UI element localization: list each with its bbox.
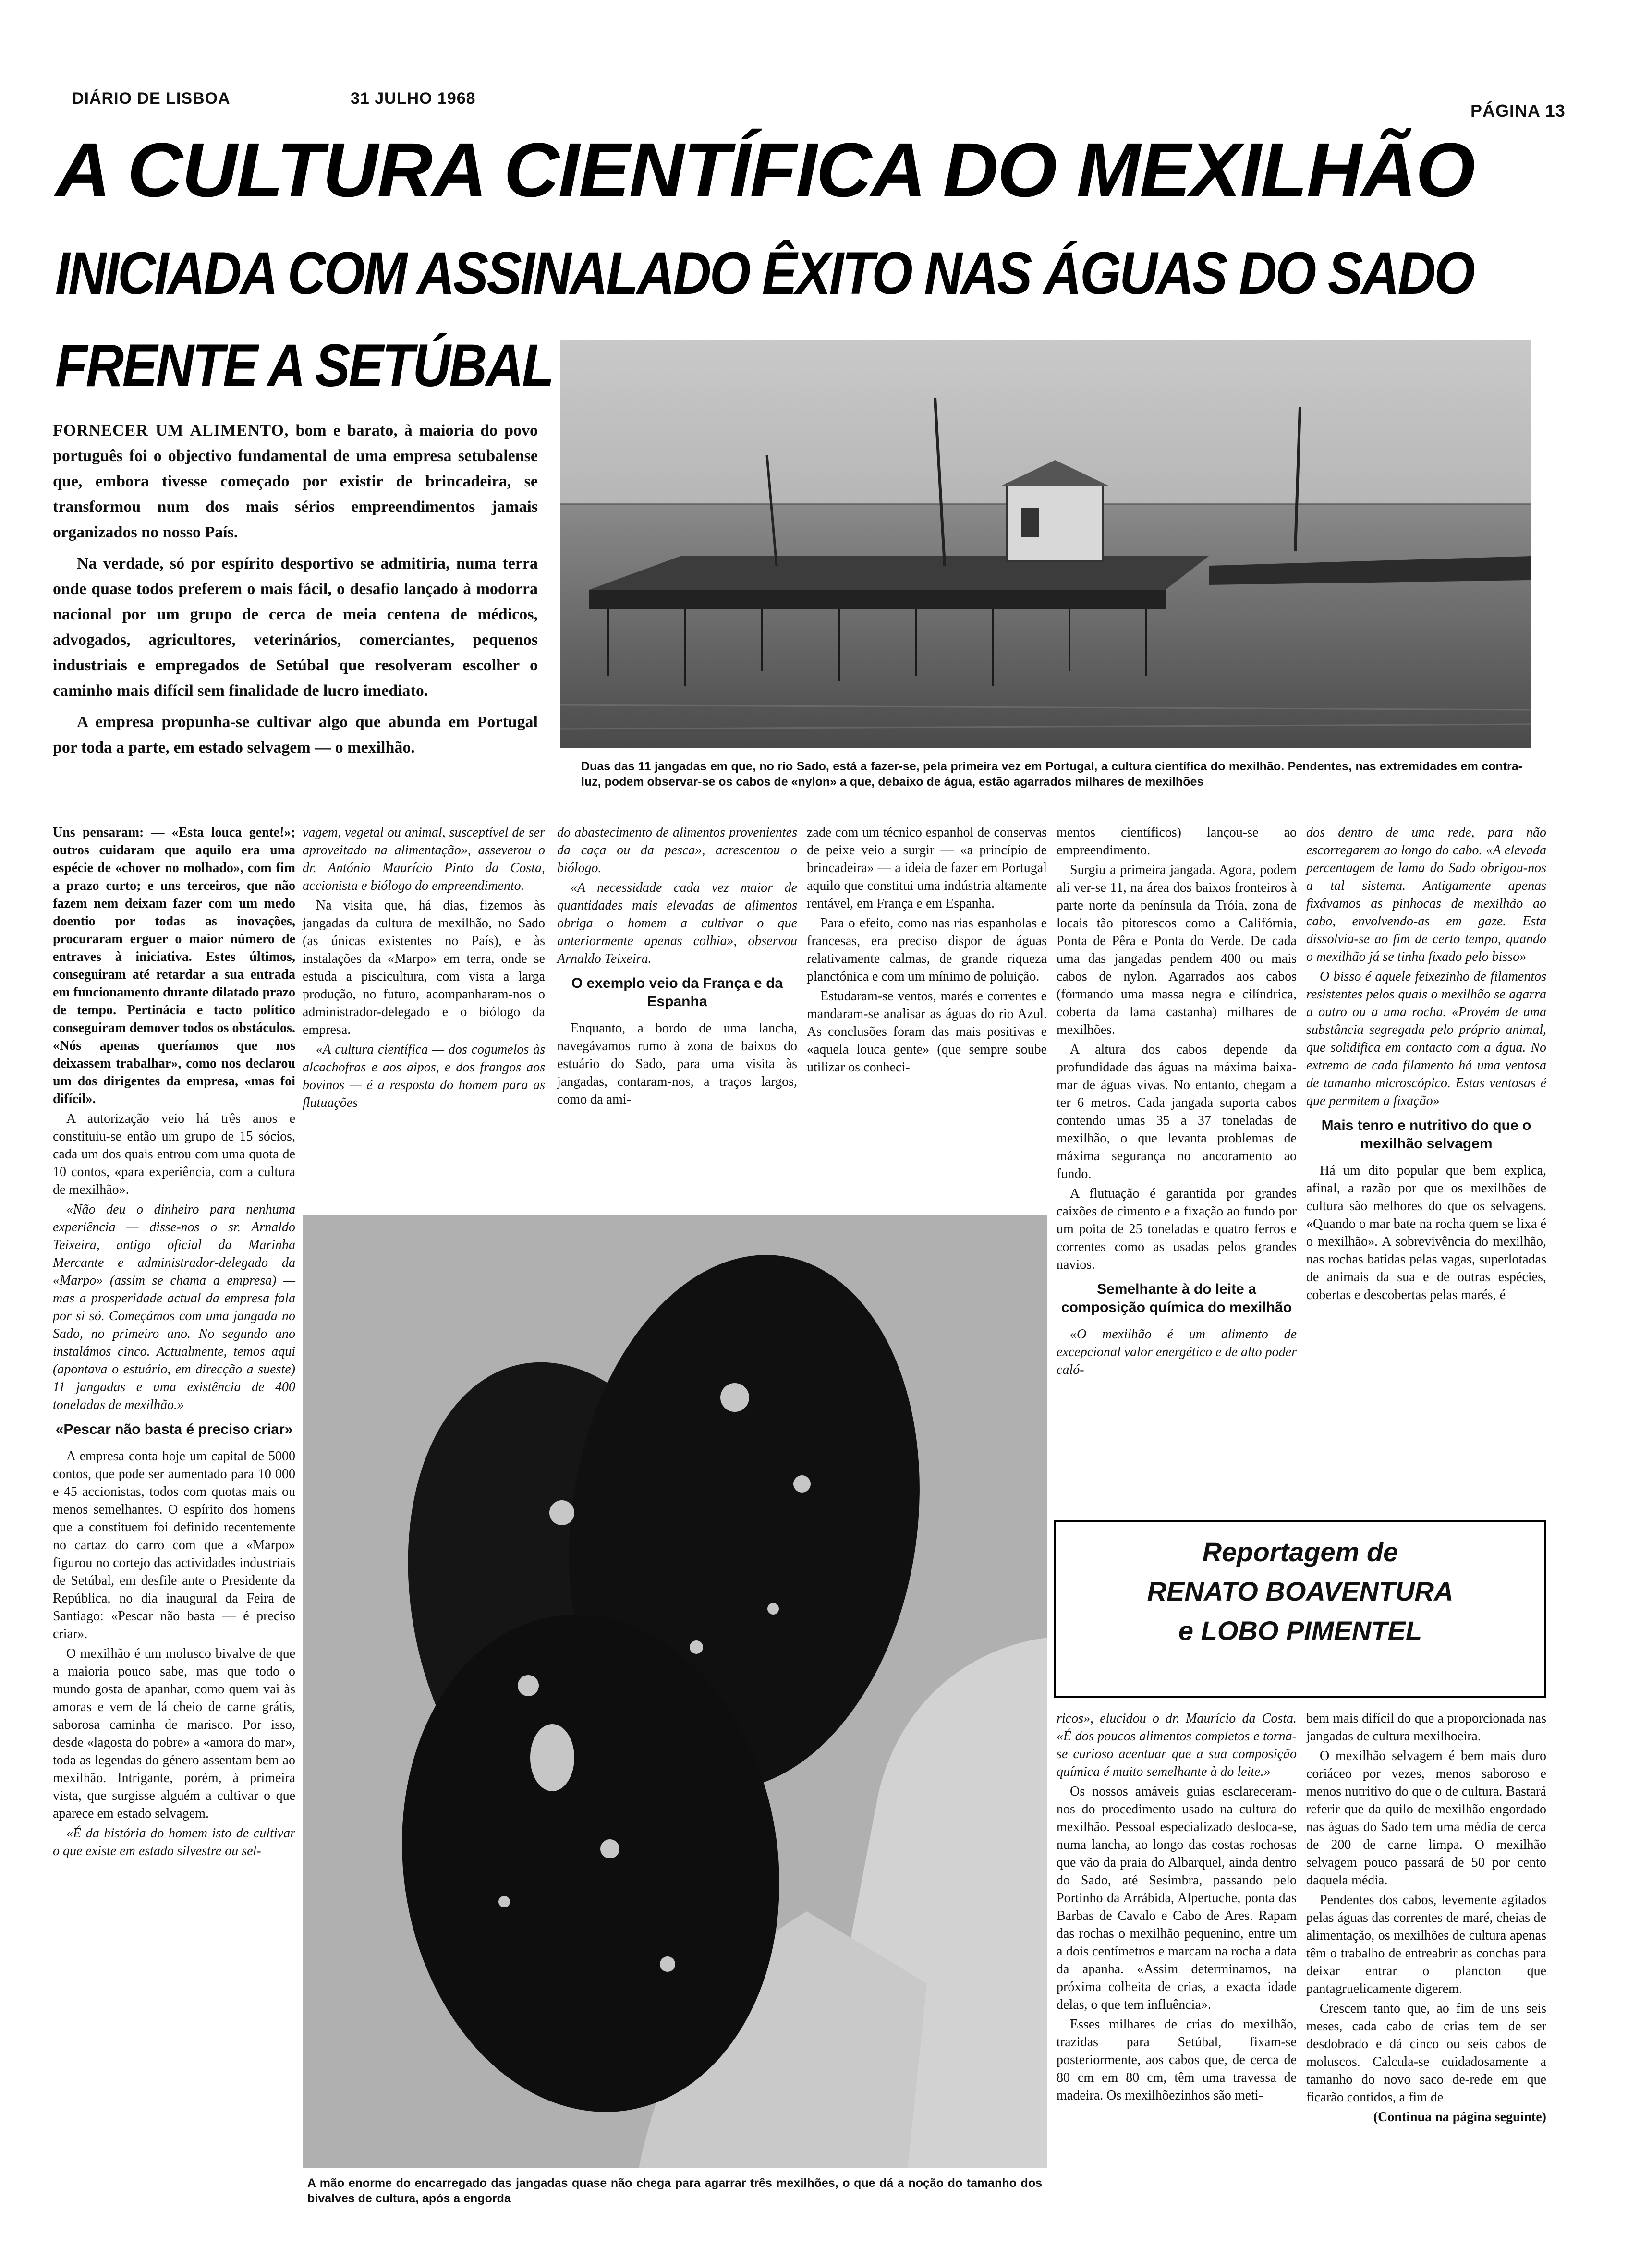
column-6-upper [1306,824,1546,1306]
col5-paragraph-4: A flutuação é garantida por grandes caixões de cimento e a fixação ao fundo por um poita de 25 toneladas e quatro ferros e correntes como as usadas pelos grandes navios. [1057,1186,1297,1272]
col5-paragraph-7: Os nossos amáveis guias esclareceram-nos do procedimento usado na cultura do mexilhão. Pessoal especializado desloca-se, numa lancha, ao longo das costas rochosas que vão da praia do Albarquel, ainda dentro do Sado, até Sesimbra, passando pelo Portinho da Arrábida, Alpertuche, ponta das Barbas de Cavalo e Cabo de Ares. Rapam das rochas o mexilhão pequenino, entre um a dois centímetros e marcam na rocha a data da apanha. «Assim determinamos, na próxima colheita de crias, a exacta idade delas, o que tem influência». [1057,1784,1297,2012]
page-number: PÁGINA 13 [1470,101,1566,121]
lead-text [53,418,538,766]
col6-paragraph-2: O bisso é aquele feixezinho de filamentos resistentes pelos quais o mexilhão se agarra a outro ou a uma rocha. «Provém de uma substância segregada pelo próprio animal, que solidifica em contacto com a água. No extremo de cada filamento há uma ventosa de tamanho microscópico. Estas ventosas é que permitem a fixação» [1306,969,1546,1108]
col4-paragraph-2: Para o efeito, como nas rias espanholas e francesas, era preciso dispor de águas relativamente calmas, de grande riqueza planctónica e com um mínimo de poluição. [807,916,1047,984]
column-3 [557,824,797,1110]
byline-box [1054,1520,1546,1698]
headline-main: A CULTURA CIENTÍFICA DO MEXILHÃO [55,127,1475,213]
lead-paragraph-2: Na verdade, só por espírito desportivo se admitiria, numa terra onde quase todos preferem o mais fácil, o desafio lançado à modorra nacional por um grupo de cerca de meia centena de médicos, advogados, agricultores, veterinários, comerciantes, pequenos industriais e empregados de Setúbal que resolveram escolher o caminho mais difícil sem finalidade de lucro imediato. [53,555,538,700]
col6-paragraph-4: bem mais difícil do que a proporcionada nas jangadas de cultura mexilhoeira. [1306,1711,1546,1744]
column-5-lower [1057,1710,1297,2106]
lead-dropcap-words: FORNECER UM ALIMENTO, [53,422,289,439]
byline-intro: Reportagem de [1202,1537,1398,1567]
col6-paragraph-1: dos dentro de uma rede, para não escorregarem ao longo do cabo. «A elevada percentagem de lama do Sado obrigou-nos a tal sistema. Antigamente apenas fixávamos as pinhocas de mexilhão ao cabo, envolvendo-as em gaze. Esta dissolvia-se ao fim de certo tempo, quando o mexilhão já se tinha fixado pelo bisso» [1306,825,1546,964]
column-2 [303,824,545,1114]
column-1 [53,824,295,1862]
col5-paragraph-6: ricos», elucidou o dr. Maurício da Costa. «É dos poucos alimentos completos e torna-se curioso acentuar que a sua composição química é muito semelhante à do leite.» [1057,1711,1297,1779]
col1-paragraph-1: Uns pensaram: — «Esta louca gente!»; outros cuidaram que aquilo era uma espécie de «chover no molhado», com fim a prazo curto; e uns terceiros, que não fazem nem deixam fazer com um medo doentio por todas as inovações, procuraram erguer o maior número de entraves à iniciativa. Estes últimos, conseguiram até retardar a sua entrada em funcionamento durante dilatado prazo de tempo. Pertinácia e tacto político conseguiram demover todos os obstáculos. «Nós apenas queríamos que nos deixassem trabalhar», como nos declarou um dos dirigentes da empresa, «mas foi difícil». [53,825,295,1106]
col1-paragraph-3: «Não deu o dinheiro para nenhuma experiência — disse-nos o sr. Arnaldo Teixeira, antigo oficial da Marinha Mercante e administrador-delegado da «Marpo» (assim se chama a empresa) — mas a prosperidade actual da empresa fala por si só. Começámos com uma jangada no Sado, no primeiro ano. No segundo ano instalámos cinco. Actualmente, temos aqui (apontava o estuário, em direcção a sueste) 11 jangadas e uma existência de 400 toneladas de mexilhão.» [53,1202,295,1412]
byline-author-2: e LOBO PIMENTEL [1178,1615,1422,1646]
col1-paragraph-6: «É da história do homem isto de cultivar o que existe em estado silvestre ou sel- [53,1826,295,1858]
col6-subheading: Mais tenro e nutritivo do que o mexilhão selvagem [1321,1117,1531,1152]
col5-subheading: Semelhante à do leite a composição química do mexilhão [1061,1281,1292,1315]
photo-rafts-caption: Duas das 11 jangadas em que, no rio Sado, está a fazer-se, pela primeira vez em Portugal, a cultura científica do mexilhão. Pendentes, nas extremidades em contra-luz, podem observar-se os cabos de «nylon» a que, debaixo de água, estão agarrados milhares de mexilhões [581,760,1522,789]
issue-date: 31 JULHO 1968 [351,89,476,108]
photo-mussel-rafts [560,340,1531,748]
newspaper-name: DIÁRIO DE LISBOA [72,89,231,108]
col4-paragraph-3: Estudaram-se ventos, marés e correntes e mandaram-se analisar as águas do rio Azul. As conclusões foram das mais positivas e «aquela louca gente» (que sempre soube utilizar os conheci- [807,989,1047,1075]
col5-paragraph-3: A altura dos cabos depende da profundidade das águas na máxima baixa-mar de águas vivas. No entanto, chegam a ter 6 metros. Cada jangada suporta cabos contendo umas 35 a 37 toneladas de mexilhão, o que levanta problemas de máxima segurança no ancoramento ao fundo. [1057,1042,1297,1181]
col3-subheading: O exemplo veio da França e da Espanha [571,975,783,1009]
col6-paragraph-7: Crescem tanto que, ao fim de uns seis meses, cada cabo de crias tem de ser desdobrado e dá cinco ou seis cabos de moluscos. Calcula-se cuidadosamente a tamanho do novo saco de-rede em que ficarão contidos, a fim de [1306,2001,1546,2105]
col5-paragraph-5: «O mexilhão é um alimento de excepcional valor energético e de alto poder caló- [1057,1327,1297,1377]
col2-paragraph-2: Na visita que, há dias, fizemos às jangadas da cultura de mexilhão, no Sado (as únicas existentes no País), e às instalações da «Marpo» em terra, onde se estuda a piscicultura, com vista a larga produção, no futuro, acompanharam-nos o administrador-delegado e o biólogo da empresa. [303,898,545,1037]
column-4 [807,824,1047,1078]
col1-subheading: «Pescar não basta é preciso criar» [55,1421,293,1437]
col3-paragraph-2: «A necessidade cada vez maior de quantidades mais elevadas de alimentos obriga o homem a cultivar o que anteriormente apenas colhia», observou Arnaldo Teixeira. [557,880,797,966]
col1-paragraph-4: A empresa conta hoje um capital de 5000 contos, que pode ser aumentado para 10 000 e 45 accionistas, todos com quotas mais ou menos semelhantes. O espírito dos homens que a constituem foi definido recentemente no cartaz do carro com que a «Marpo» figurou no cortejo das actividades industriais de Setúbal, em desfile ante o Presidente da República, no dia inaugural da Feira de Santiago: «Pescar não basta — é preciso criar». [53,1449,295,1641]
col2-paragraph-3: «A cultura científica — dos cogumelos às alcachofras e aos aipos, e dos frangos aos bovinos — é a resposta do homem para as flutuações [303,1042,545,1110]
col1-paragraph-5: O mexilhão é um molusco bivalve de que a maioria pouco sabe, mas que todo o mundo gosta de apanhar, como quem vai às amoras e vem de lá cheio de carne grátis, saborosa caminha de marisco. Por isso, desde «lagosta do pobre» a «amora do mar», toda as legendas do género assentam bem ao mexilhão. Intrigante, porém, à primeira vista, que surgisse alguém a cultivar o que aparece em estado selvagem. [53,1646,295,1821]
col6-paragraph-6: Pendentes dos cabos, levemente agitados pelas águas das correntes de maré, cheias de alimentação, os mexilhões de cultura apenas têm o trabalho de entreabrir as conchas para deixar entrar o plancton que pantagruelicamente digerem. [1306,1893,1546,1996]
col2-paragraph-1: vagem, vegetal ou animal, susceptível de ser aproveitado na alimentação», asseverou o dr. António Maurício Pinto da Costa, accionista e biólogo do empreendimento. [303,825,545,893]
col5-paragraph-1: mentos científicos) lançou-se ao empreendimento. [1057,825,1297,858]
column-5-upper [1057,824,1297,1381]
col4-paragraph-1: zade com um técnico espanhol de conservas de peixe veio a surgir — «a princípio de brincadeira» — a ideia de fazer em Portugal aquilo que constitui uma indústria altamente rentável, em França e em Espanha. [807,825,1047,911]
continued-note: (Continua na página seguinte) [1373,2110,1546,2125]
mussels-photo-image [303,1215,1047,2168]
byline-author-1: RENATO BOAVENTURA [1147,1576,1454,1606]
col3-paragraph-1: do abastecimento de alimentos provenientes da caça ou da pesca», acrescentou o biólogo. [557,825,797,875]
col6-paragraph-5: O mexilhão selvagem é bem mais duro coriáceo por vezes, menos saboroso e menos nutritivo do que o de cultura. Bastará referir que da quilo de mexilhão engordado nas águas do Sado tem uma média de cerca de 200 de carne limpa. O mexilhão selvagem pouco passará de 50 por cento daquela média. [1306,1749,1546,1888]
col3-paragraph-3: Enquanto, a bordo de uma lancha, navegávamos rumo à zona de baixos do estuário do Sado, para uma visita às jangadas, contaram-nos, a traços largos, como da ami- [557,1021,797,1107]
col6-paragraph-3: Há um dito popular que bem explica, afinal, a razão por que os mexilhões de cultura são melhores do que os selvagens. «Quando o mar bate na rocha quem se lixa é o mexilhão». A sobrevivência do mexilhão, nas rochas batidas pelas vagas, superlotadas de animais da sua e de outras espécies, cobertas e descobertas pelas marés, é [1306,1163,1546,1302]
photo-mussels-caption: A mão enorme do encarregado das jangadas quase não chega para agarrar três mexilhões, o que dá a noção do tamanho dos bivalves de cultura, após a engorda [307,2176,1042,2205]
col1-paragraph-2: A autorização veio há três anos e constituiu-se então um grupo de 15 sócios, cada um dos quais entrou com uma quota de 10 contos, «para experiência, com a cultura de mexilhão». [53,1111,295,1197]
photo-hand-mussels [303,1215,1047,2168]
col5-paragraph-8: Esses milhares de crias do mexilhão, trazidas para Setúbal, fixam-se posteriormente, aos cabos que, de cerca de 80 cm em 80 cm, têm uma travessa de madeira. Os mexilhõezinhos são meti- [1057,2017,1297,2103]
lead-paragraph-1: bom e barato, à maioria do povo português foi o objectivo fundamental de uma empresa setubalense que, embora tivesse começado por existir de brincadeira, se transformou num dos mais sérios empreendimentos jamais organizados no nosso País. [53,422,538,541]
column-6-lower [1306,1710,1546,2128]
col5-paragraph-2: Surgiu a primeira jangada. Agora, podem ali ver-se 11, na área dos baixos fronteiros à parte norte da península da Tróia, zona de locais tão pitorescos como a Califórnia, Ponta de Pêra e Ponta do Verde. De cada uma das jangadas pendem 400 ou mais cabos de nylon. Agarrados aos cabos (formando uma massa negra e cilíndrica, coberta da lama castanha) milhares de mexilhões. [1057,862,1297,1037]
lead-paragraph-3: A empresa propunha-se cultivar algo que abunda em Portugal por toda a parte, em estado selvagem — o mexilhão. [53,713,538,756]
headline-secondary: INICIADA COM ASSINALADO ÊXITO NAS ÁGUAS DO SADO [55,240,1474,307]
raft-photo-image [560,340,1531,748]
headline-tertiary: FRENTE A SETÚBAL [55,332,553,399]
